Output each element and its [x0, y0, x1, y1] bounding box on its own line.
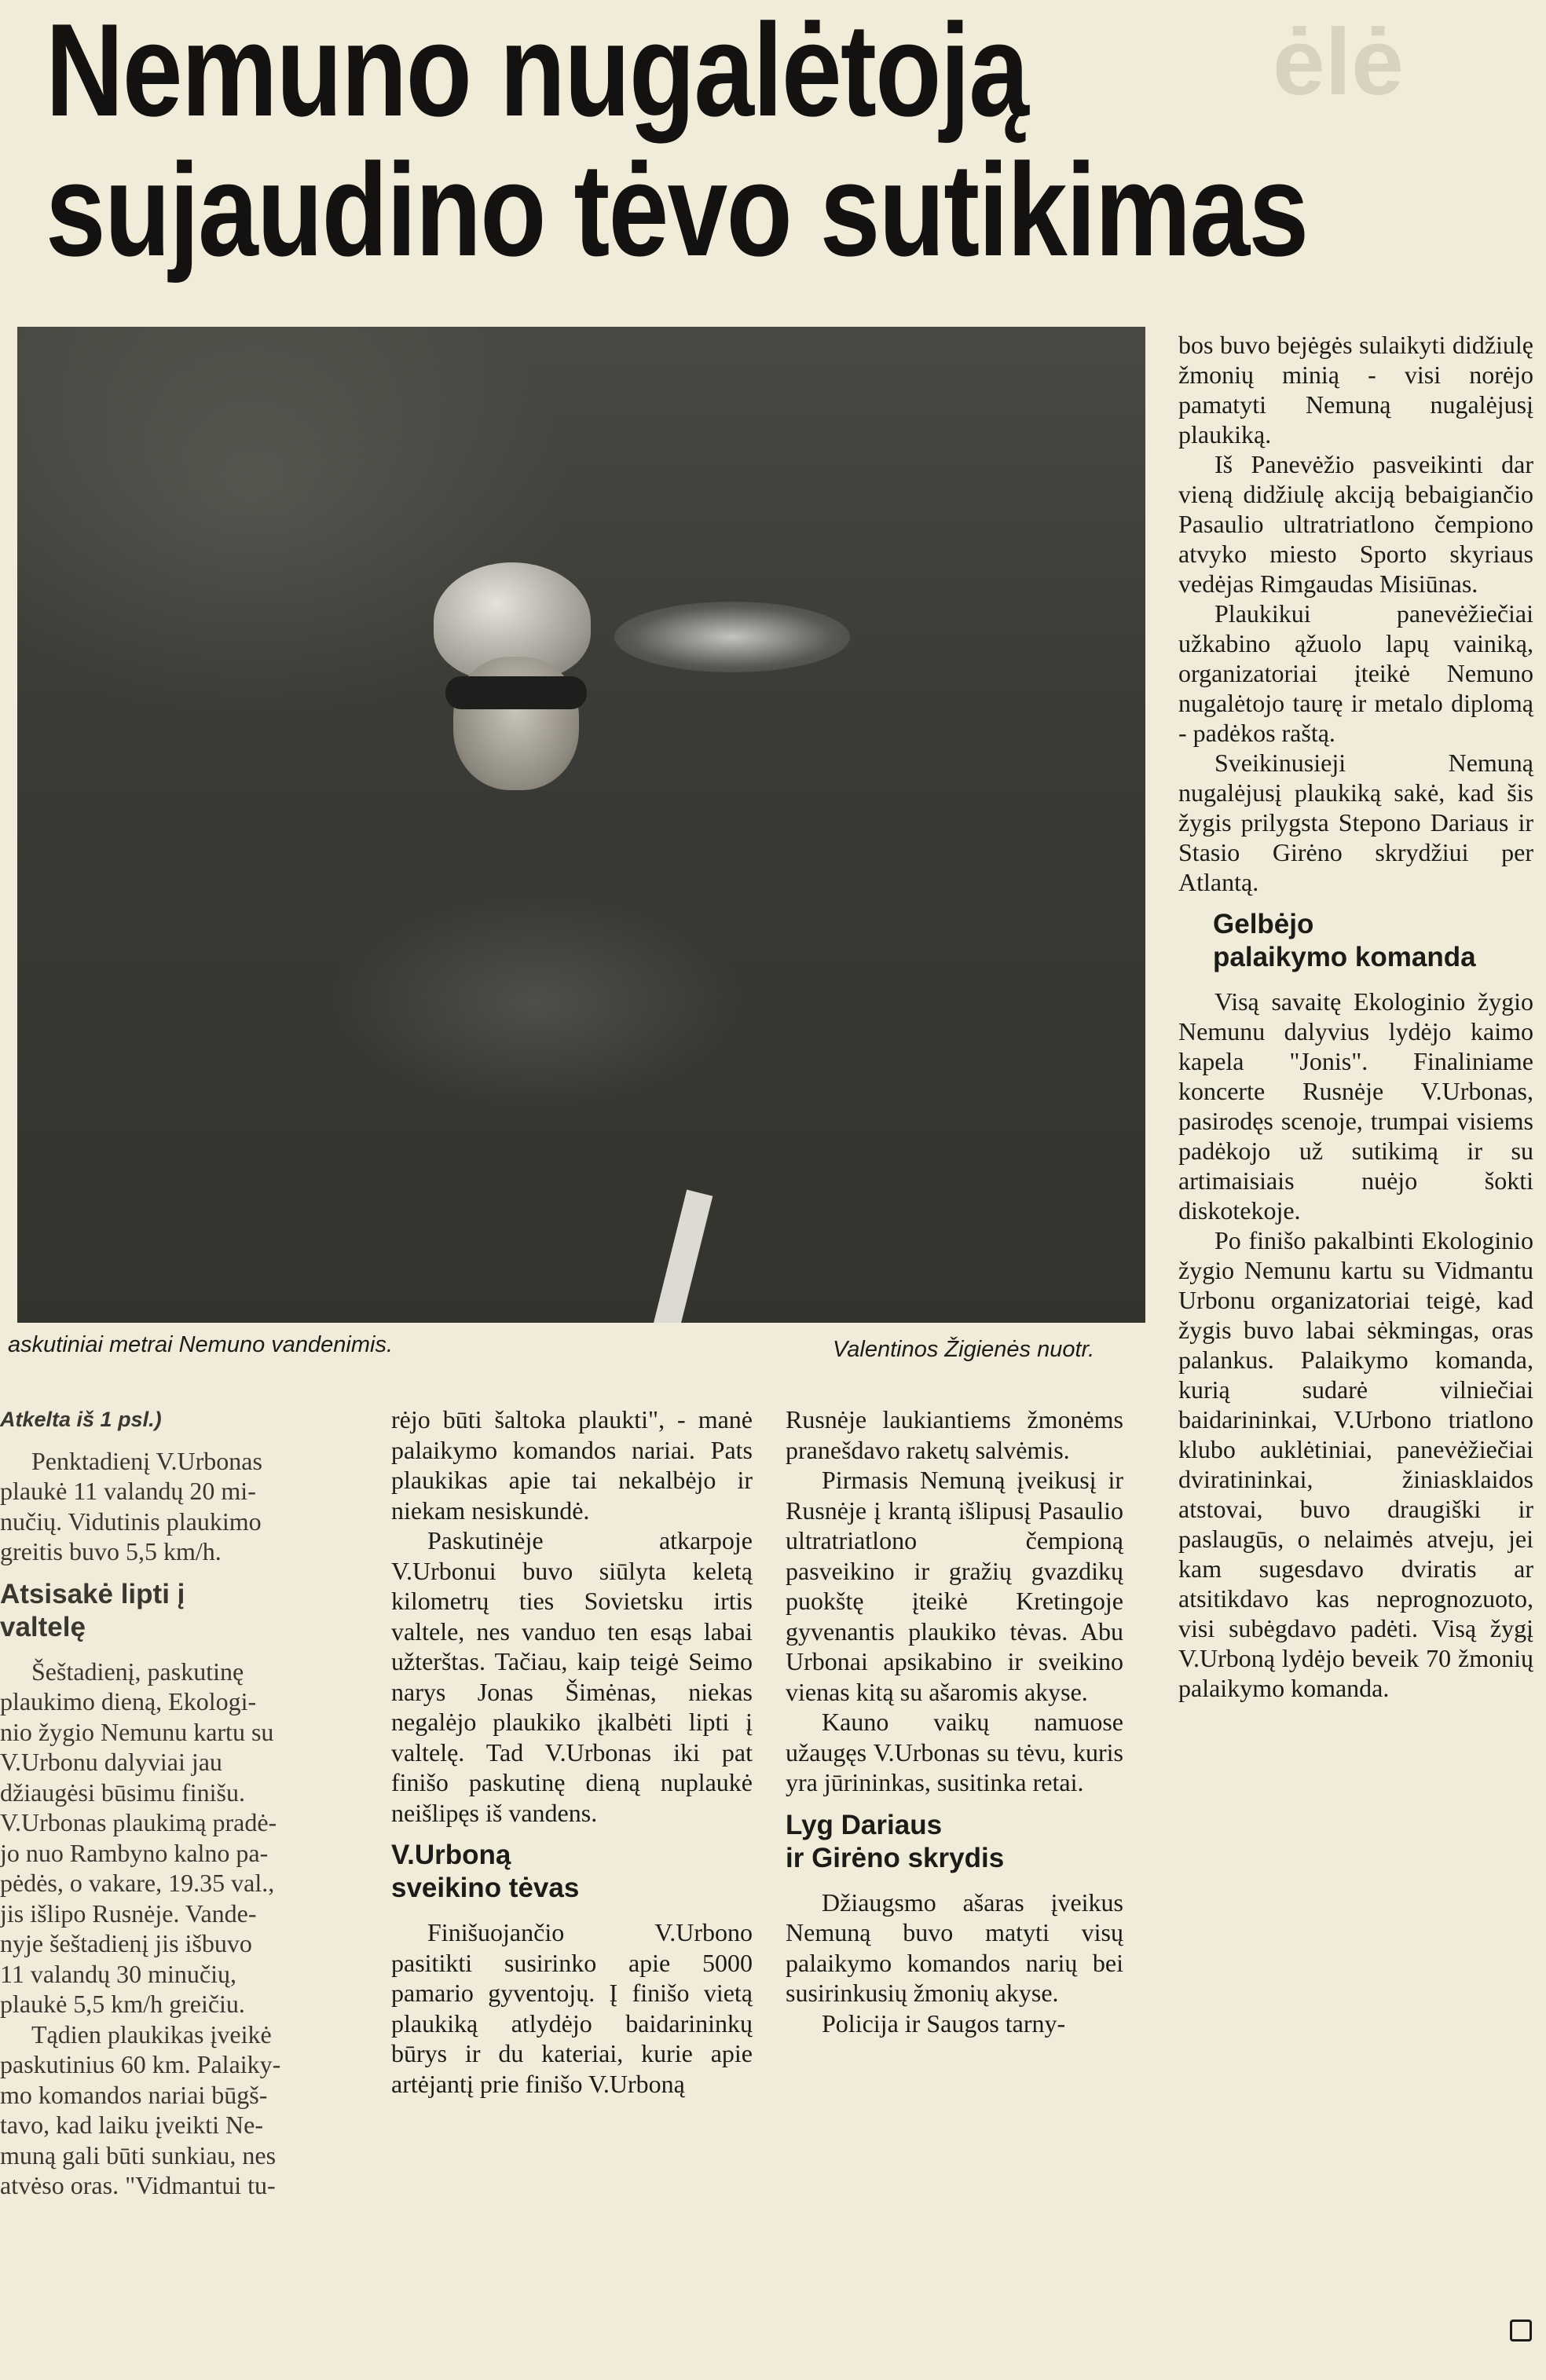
headline-line-2: sujaudino tėvo sutikimas [46, 136, 1308, 284]
col-d-paragraph-3: Plaukikui panevėžiečiai užkabino ąžuolo lapų vainiką, organizatoriai įteikė Nemuno nugalėtojo taurę ir metalo diplomą - padėkos raštą. [1178, 599, 1533, 747]
photo-credit: Valentinos Žigienės nuotr. [833, 1337, 1095, 1362]
article-end-mark [1510, 2320, 1532, 2342]
col-c-paragraph-4: Džiaugsmo ašaras įveikus Nemuną buvo matyti visų palaikymo komandos narių bei susirinkusių žmonių akyse. [786, 1888, 1123, 2007]
col-b-paragraph-1: rėjo būti šaltoka plaukti", - manė palaikymo komandos nariai. Pats plaukikas apie tai nekalbėjo ir niekam nesiskundė. [391, 1405, 753, 1525]
col-c-paragraph-2: Pirmasis Nemuną įveikusį ir Rusnėje į krantą išlipusį Pasaulio ultratriatlono čempioną pasveikino ir gražių gvazdikų puokštę įteikė Kretingoje gyvenantis plaukiko tėvas. Abu Urbonai apsikabino ir sveikino vienas kitą su ašaromis akyse. [786, 1466, 1123, 1706]
column-1 [0, 1404, 346, 2201]
col-a-paragraph-2: Šeštadienį, paskutinę plaukimo dieną, Ekologi- nio žygio Nemunu kartu su V.Urbonu dalyviai jau džiaugėsi būsimu finišu. V.Urbonas plaukimą pradė- jo nuo Rambyno kalno pa- pėdės, o vakare, 19.35 val., jis išlipo Rusnėje. Vande- nyje šeštadienį jis išbuvo 11 valandų 30 minučių, plaukė 5,5 km/h greičiu. [0, 1657, 277, 2018]
swimmer-photo [17, 327, 1145, 1323]
water-splash [614, 602, 850, 672]
col-d-paragraph-4: Sveikinusieji Nemuną nugalėjusį plaukiką sakė, kad šis žygis prilygsta Stepono Dariaus ir Stasio Girėno skrydžiui per Atlantą. [1178, 749, 1533, 896]
column-4 [1178, 330, 1533, 1703]
article-headline [46, 0, 1308, 284]
col-c-paragraph-5: Policija ir Saugos tarny- [822, 2008, 1066, 2038]
bleed-through-text: ėlė [1273, 9, 1404, 115]
col-b-paragraph-3: Finišuojančio V.Urbono pasitikti susirinko apie 5000 pamario gyventojų. Į finišo vietą plaukiką atlydėjo baidarininkų būrys ir du kateriai, kurie apie artėjantį prie finišo V.Urboną [391, 1918, 753, 2098]
column-3 [786, 1404, 1123, 2038]
swim-goggles [445, 676, 587, 709]
photo-caption: askutiniai metrai Nemuno vandenimis. [8, 1332, 393, 1357]
col-d-paragraph-6: Po finišo pakalbinti Ekologinio žygio Nemunu kartu su Vidmantu Urbonu organizatoriai teigė, kad žygis buvo labai sėkmingas, oras palankus. Palaikymo komanda, kurią sudarė vilniečiai baidarininkai, V.Urbono triatlono klubo auklėtiniai, panevėžiečiai dviratininkai, žiniasklaidos atstovai, buvo draugiški ir paslaugūs, o nelaimės atveju, jei kam sugesdavo dviratis ar atsitikdavo kas neprognozuoto, visi subėgdavo padėti. Visą žygį V.Urboną lydėjo beveik 70 žmonių palaikymo komanda. [1178, 1226, 1533, 1702]
headline-line-1: Nemuno nugalėtoją [46, 0, 1028, 144]
col-c-paragraph-1: Rusnėje laukiantiems žmonėms pranešdavo raketų salvėmis. [786, 1405, 1123, 1464]
col-d-paragraph-5: Visą savaitę Ekologinio žygio Nemunu dalyvius lydėjo kaimo kapela "Jonis". Finaliniame koncerte Rusnėje V.Urbonas, pasirodęs scenoje, trumpai visiems padėkojo už sutikimą ir su artimaisiais nuėjo šokti diskotekoje. [1178, 987, 1533, 1225]
col-a-paragraph-1: Penktadienį V.Urbonas plaukė 11 valandų 20 mi- nučių. Vidutinis plaukimo greitis buvo 5,5 km/h. [0, 1446, 262, 1565]
subheading-dariaus-gireno: Lyg Dariaus ir Girėno skrydis [786, 1809, 1005, 1873]
boat-pole [653, 1190, 713, 1323]
col-d-paragraph-2: Iš Panevėžio pasveikinti dar vieną didžiulę akciją bebaigiančio Pasaulio ultratriatlono čempiono atvyko miesto Sporto skyriaus vedėjas Rimgaudas Misiūnas. [1178, 450, 1533, 598]
continuation-note: Atkelta iš 1 psl.) [0, 1408, 162, 1431]
col-d-paragraph-1: bos buvo bejėgės sulaikyti didžiulę žmonių minią - visi norėjo pamatyti Nemuną nugalėjusį plaukiką. [1178, 331, 1533, 449]
subheading-sveikino-tevas: V.Urboną sveikino tėvas [391, 1840, 580, 1903]
col-c-paragraph-3: Kauno vaikų namuose užaugęs V.Urbonas su tėvu, kuris yra jūrininkas, susitinka retai. [786, 1708, 1123, 1796]
col-a-paragraph-3: Tądien plaukikas įveikė paskutinius 60 km. Palaiky- mo komandos nariai būgš- tavo, kad laiku įveikti Ne- muną gali būti sunkiau, nes atvėso oras. "Vidmantui tu- [0, 2019, 281, 2199]
subheading-atsisake: Atsisakė lipti į valtelę [0, 1578, 185, 1642]
column-2 [391, 1404, 753, 2099]
subheading-gelbejo: Gelbėjo palaikymo komanda [1213, 909, 1476, 972]
col-b-paragraph-2: Paskutinėje atkarpoje V.Urbonui buvo siūlyta keletą kilometrų ties Sovietsku irtis valtele, nes vanduo ten esąs labai užterštas. Tačiau, kaip teigė Seimo narys Jonas Šimėnas, niekas negalėjo plaukiko įkalbėti lipti į valtelę. Tad V.Urbonas iki pat finišo paskutinę dieną nuplaukė neišlipęs iš vandens. [391, 1526, 753, 1827]
